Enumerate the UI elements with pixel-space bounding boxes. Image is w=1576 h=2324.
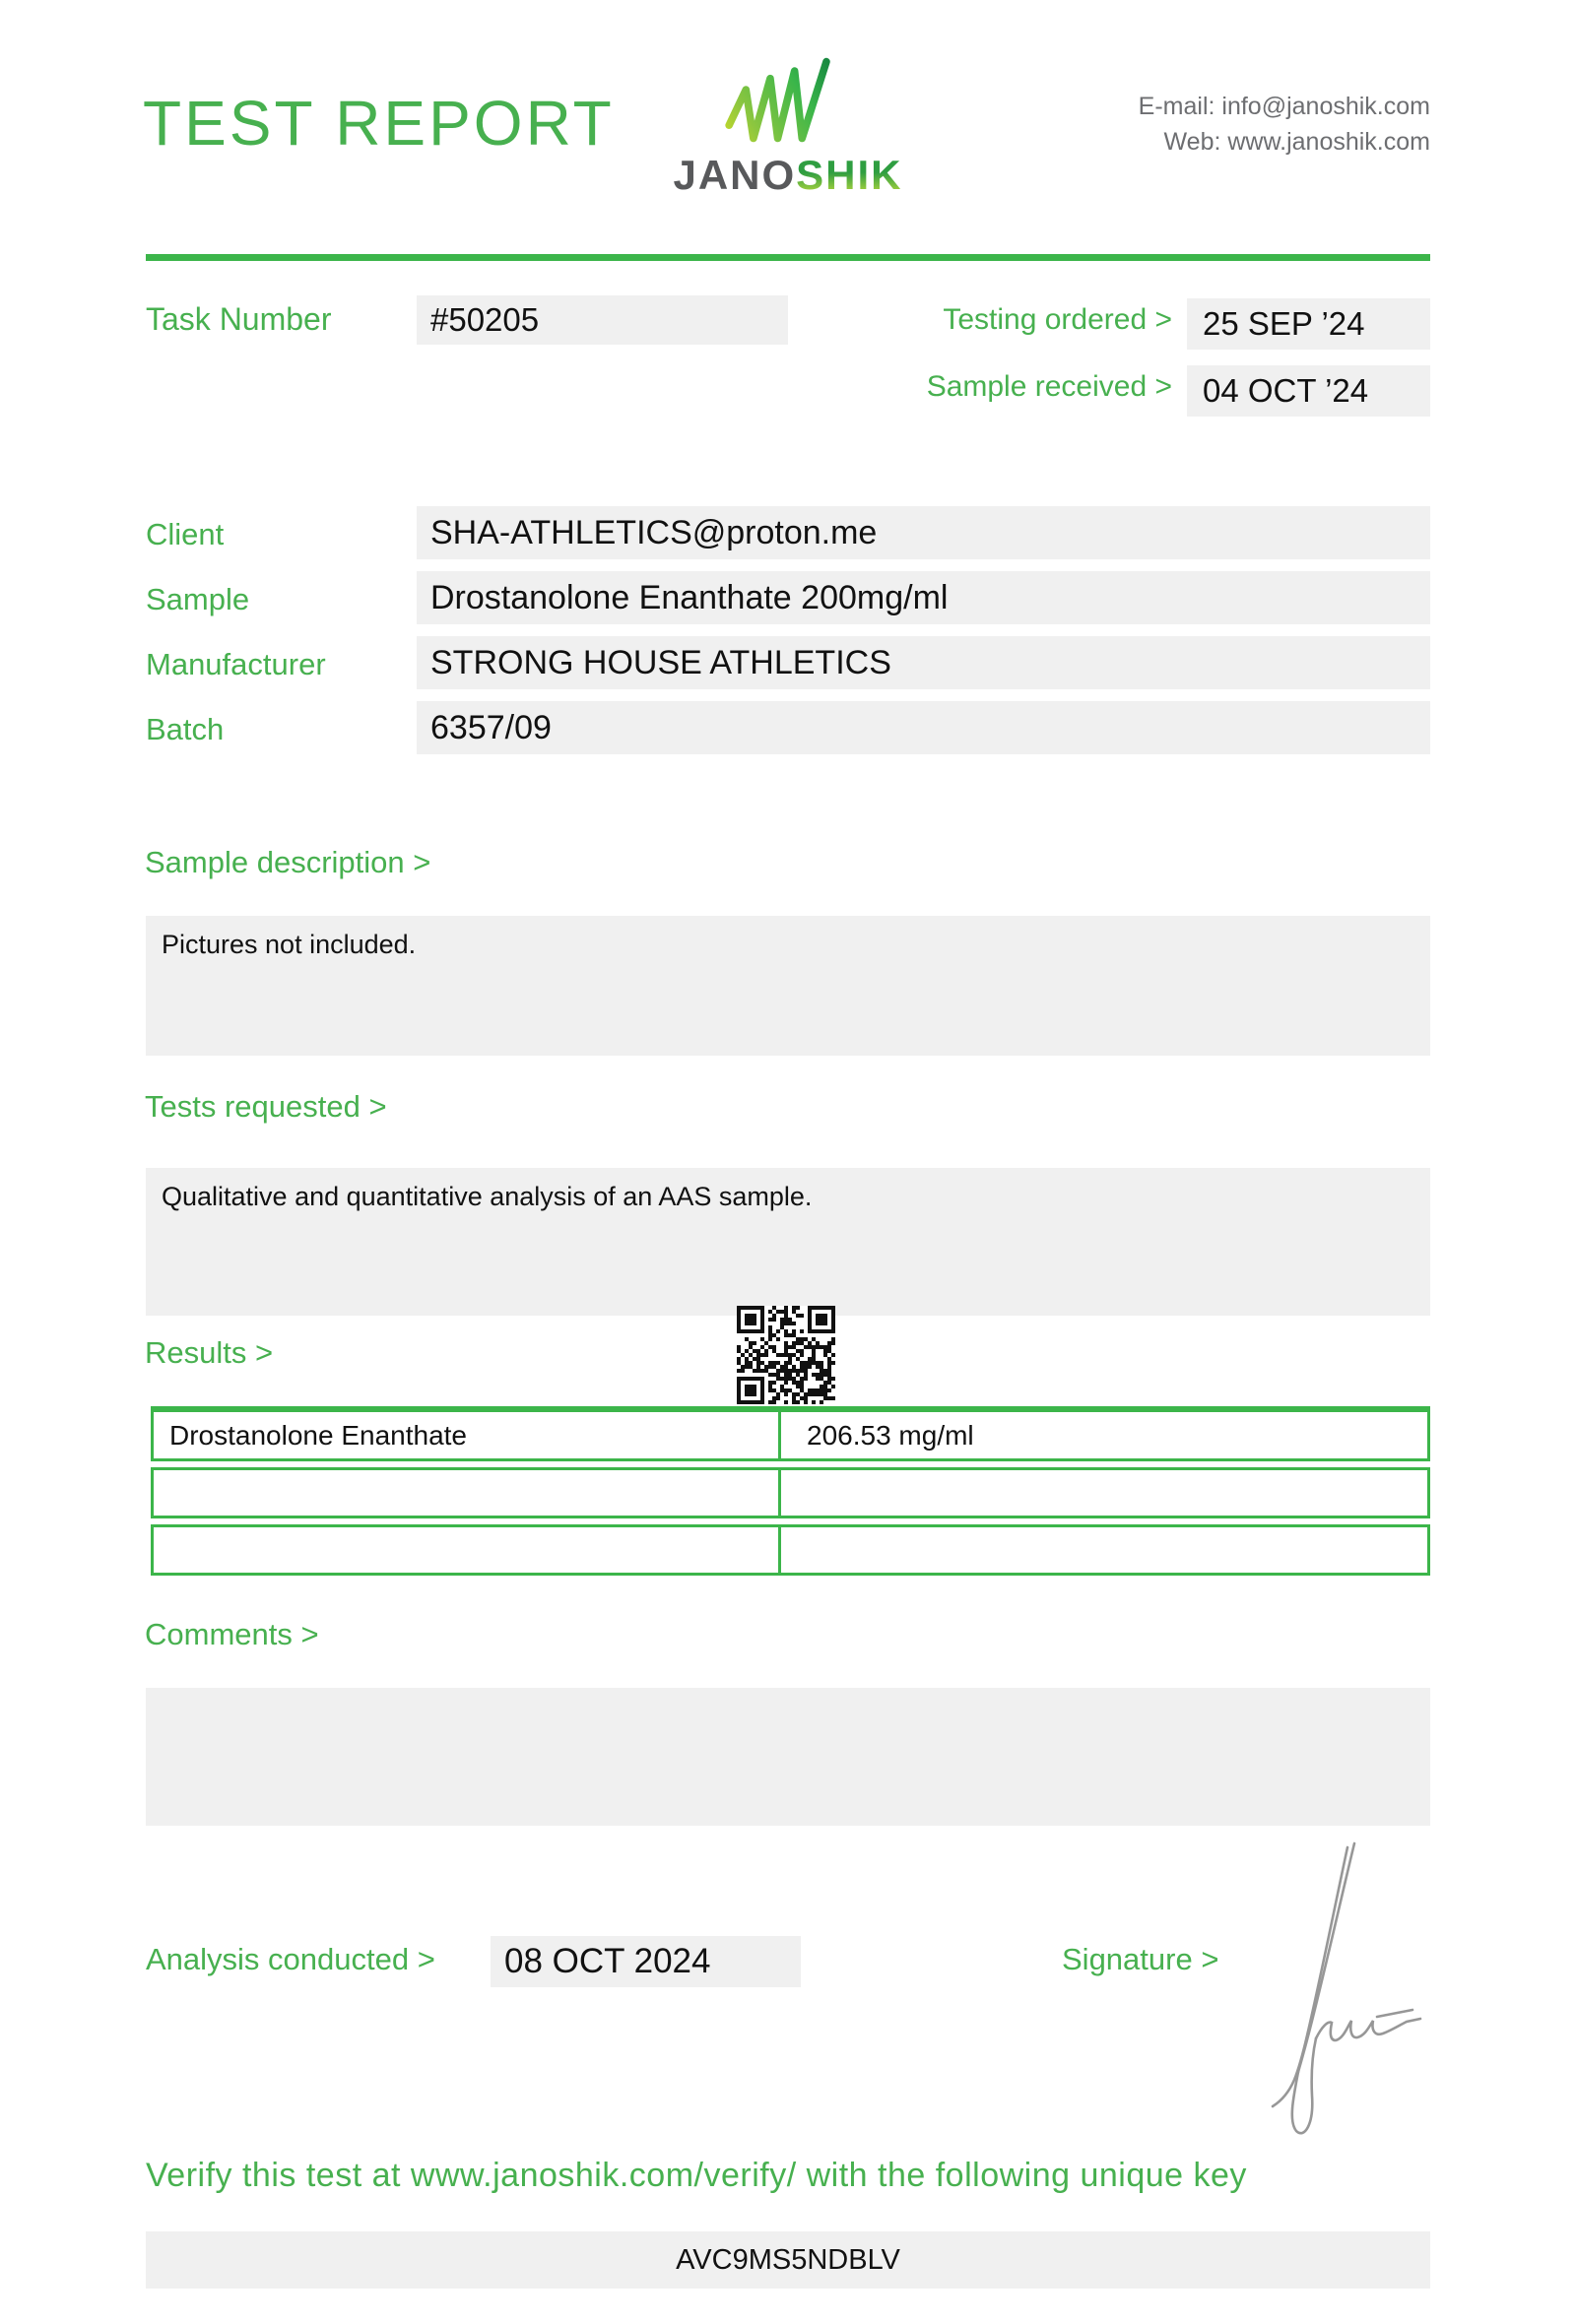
results-row-3: [151, 1524, 1430, 1576]
contact-email: E-mail: info@janoshik.com: [1138, 93, 1430, 120]
verify-key: AVC9MS5NDBLV: [676, 2244, 900, 2276]
verify-key-box: [146, 2231, 1430, 2289]
client-label: Client: [146, 517, 225, 551]
results-row-3-result: [781, 1527, 1427, 1573]
comments-box: [146, 1688, 1430, 1826]
header-divider: [146, 254, 1430, 261]
tests-requested-text: Qualitative and quantitative analysis of an AAS sample.: [162, 1182, 813, 1211]
results-row-1-analyte: Drostanolone Enanthate: [154, 1412, 781, 1458]
task-number-box: [417, 295, 788, 345]
analysis-date-box: [491, 1936, 801, 1987]
janoshik-wordmark: [645, 152, 931, 199]
sample-value-box: [417, 571, 1430, 624]
task-number-value: #50205: [430, 301, 540, 338]
sample-description-text: Pictures not included.: [162, 930, 417, 959]
results-table: [151, 1406, 1430, 1576]
comments-heading: Comments >: [145, 1617, 319, 1651]
task-number-label: Task Number: [146, 301, 332, 337]
sample-value: Drostanolone Enanthate 200mg/ml: [430, 579, 949, 616]
sample-label: Sample: [146, 582, 250, 616]
results-heading: Results >: [145, 1335, 274, 1370]
batch-value-box: [417, 701, 1430, 754]
tests-requested-heading: Tests requested >: [145, 1089, 387, 1124]
results-row-2-analyte: [154, 1470, 781, 1516]
analysis-date: 08 OCT 2024: [504, 1942, 711, 1980]
sample-received-date: 04 OCT ’24: [1203, 372, 1369, 409]
manufacturer-value-box: [417, 636, 1430, 689]
results-row-2-result: [781, 1470, 1427, 1516]
contact-info: [1139, 89, 1430, 160]
testing-ordered-label: Testing ordered >: [943, 303, 1172, 336]
results-row-1: [151, 1412, 1430, 1461]
sample-description-heading: Sample description >: [145, 845, 431, 879]
results-row-3-analyte: [154, 1527, 781, 1573]
sample-received-label: Sample received >: [926, 370, 1172, 403]
contact-web: Web: www.janoshik.com: [1163, 128, 1430, 156]
manufacturer-value: STRONG HOUSE ATHLETICS: [430, 644, 891, 681]
verify-instruction: Verify this test at www.janoshik.com/verify/ with the following unique key: [146, 2157, 1247, 2194]
logo-text-jano: JANO: [673, 152, 797, 198]
qr-code: [737, 1306, 835, 1404]
results-row-1-result: 206.53 mg/ml: [807, 1419, 974, 1451]
janoshik-logo: [645, 54, 931, 199]
janoshik-logo-chart-icon: [714, 54, 862, 148]
testing-ordered-date: 25 SEP ’24: [1203, 305, 1365, 342]
manufacturer-label: Manufacturer: [146, 647, 326, 681]
batch-value: 6357/09: [430, 709, 552, 746]
sample-description-box: [146, 916, 1430, 1056]
client-value: SHA-ATHLETICS@proton.me: [430, 514, 878, 551]
page-title: TEST REPORT: [143, 88, 615, 159]
analysis-conducted-label: Analysis conducted >: [146, 1942, 435, 1976]
tests-requested-box: [146, 1168, 1430, 1316]
logo-text-shik: SHIK: [796, 152, 903, 198]
signature-label: Signature >: [1062, 1942, 1219, 1976]
results-row-2: [151, 1467, 1430, 1518]
client-value-box: [417, 506, 1430, 559]
signature-image: [1261, 1834, 1433, 2139]
sample-received-box: [1187, 365, 1430, 417]
testing-ordered-box: [1187, 298, 1430, 350]
batch-label: Batch: [146, 712, 225, 746]
